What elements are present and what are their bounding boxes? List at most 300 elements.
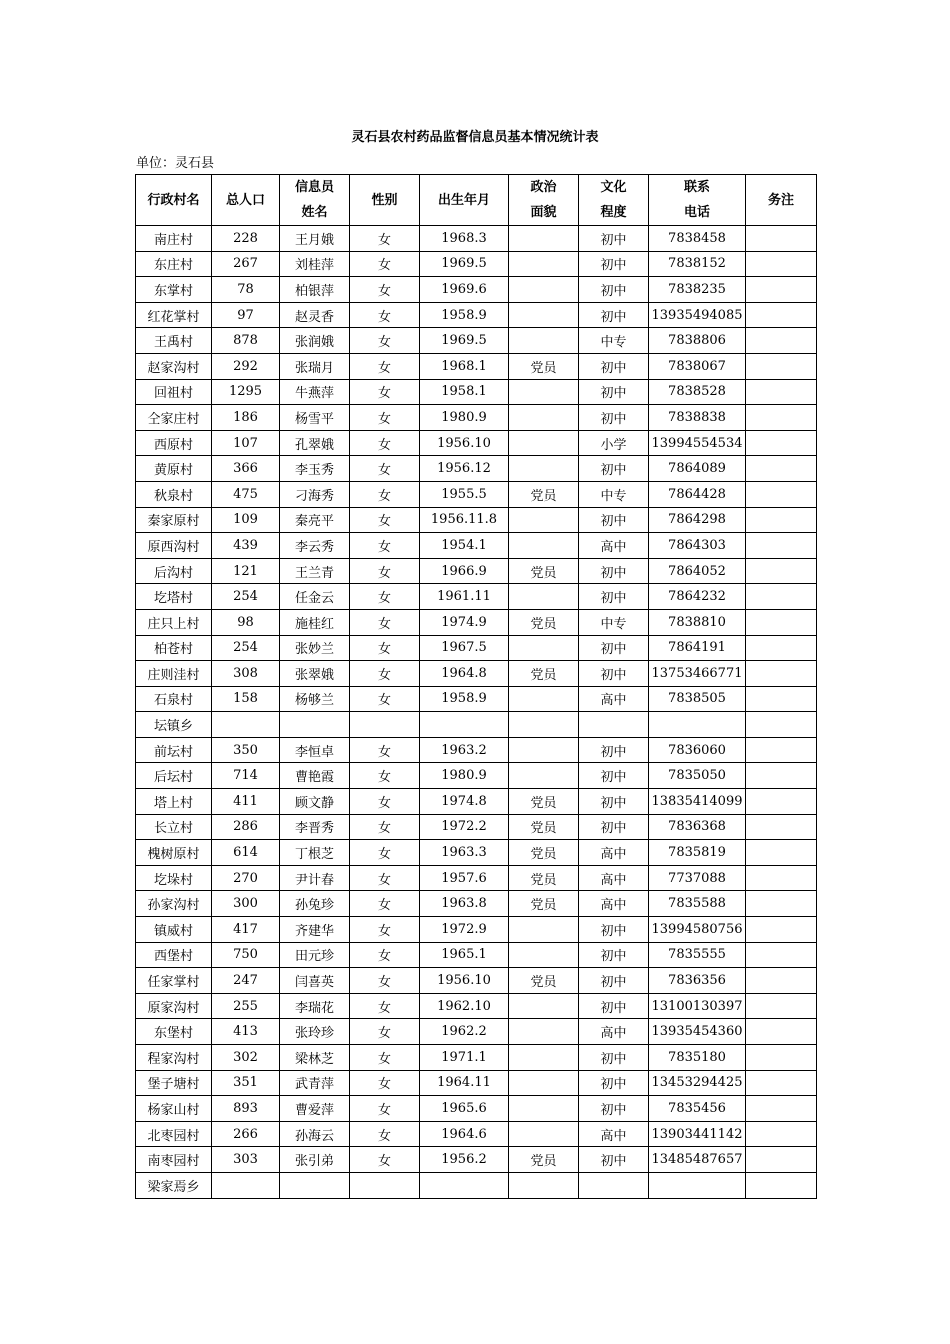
table-row xyxy=(136,968,817,994)
cell-education: 初中 xyxy=(579,635,649,661)
cell-birth: 1966.9 xyxy=(420,558,509,584)
cell-politics xyxy=(509,456,579,482)
cell-education: 中专 xyxy=(579,609,649,635)
cell-name: 孔翠娥 xyxy=(280,430,350,456)
cell-village: 圪垛村 xyxy=(136,865,212,891)
cell-phone: 13453294425 xyxy=(649,1070,746,1096)
cell-village: 北枣园村 xyxy=(136,1121,212,1147)
cell-birth: 1972.9 xyxy=(420,917,509,943)
table-row xyxy=(136,251,817,277)
cell-village: 前坛村 xyxy=(136,737,212,763)
cell-remarks xyxy=(746,353,817,379)
section-label: 梁家焉乡 xyxy=(136,1172,212,1198)
cell-education: 初中 xyxy=(579,353,649,379)
cell-remarks xyxy=(746,789,817,815)
cell-birth: 1955.5 xyxy=(420,481,509,507)
unit-label: 单位：灵石县 xyxy=(136,156,215,171)
cell-remarks xyxy=(746,917,817,943)
cell-phone: 13753466771 xyxy=(649,661,746,687)
cell-name: 李恒卓 xyxy=(280,737,350,763)
cell-name: 田元珍 xyxy=(280,942,350,968)
cell-politics xyxy=(509,379,579,405)
cell-name: 刘桂萍 xyxy=(280,251,350,277)
empty-cell xyxy=(746,712,817,738)
cell-education: 初中 xyxy=(579,379,649,405)
header-politics: 政治 面貌 xyxy=(509,175,579,226)
cell-village: 秦家原村 xyxy=(136,507,212,533)
cell-politics xyxy=(509,993,579,1019)
cell-population: 254 xyxy=(212,635,280,661)
cell-politics xyxy=(509,226,579,252)
table-row xyxy=(136,430,817,456)
cell-remarks xyxy=(746,430,817,456)
cell-name: 秦亮平 xyxy=(280,507,350,533)
cell-gender: 女 xyxy=(350,1147,420,1173)
table-row xyxy=(136,405,817,431)
cell-politics xyxy=(509,251,579,277)
cell-gender: 女 xyxy=(350,968,420,994)
cell-birth: 1965.6 xyxy=(420,1096,509,1122)
table-row xyxy=(136,584,817,610)
table-row xyxy=(136,865,817,891)
cell-remarks xyxy=(746,481,817,507)
cell-phone: 7835180 xyxy=(649,1045,746,1071)
cell-education: 初中 xyxy=(579,942,649,968)
cell-gender: 女 xyxy=(350,686,420,712)
cell-population: 286 xyxy=(212,814,280,840)
cell-birth: 1957.6 xyxy=(420,865,509,891)
cell-village: 石泉村 xyxy=(136,686,212,712)
cell-phone: 7737088 xyxy=(649,865,746,891)
cell-gender: 女 xyxy=(350,917,420,943)
cell-population: 351 xyxy=(212,1070,280,1096)
cell-name: 李晋秀 xyxy=(280,814,350,840)
cell-name: 李玉秀 xyxy=(280,456,350,482)
cell-village: 庄只上村 xyxy=(136,609,212,635)
cell-politics xyxy=(509,405,579,431)
cell-gender: 女 xyxy=(350,456,420,482)
cell-phone: 7838067 xyxy=(649,353,746,379)
cell-politics: 党员 xyxy=(509,558,579,584)
cell-birth: 1958.9 xyxy=(420,302,509,328)
cell-education: 初中 xyxy=(579,558,649,584)
header-phone: 联系 电话 xyxy=(649,175,746,226)
table-row xyxy=(136,353,817,379)
table-row xyxy=(136,1019,817,1045)
empty-cell xyxy=(212,1172,280,1198)
cell-village: 南枣园村 xyxy=(136,1147,212,1173)
cell-village: 程家沟村 xyxy=(136,1045,212,1071)
cell-village: 东堡村 xyxy=(136,1019,212,1045)
section-row xyxy=(136,1172,817,1198)
empty-cell xyxy=(350,712,420,738)
header-population: 总人口 xyxy=(212,175,280,226)
empty-cell xyxy=(579,712,649,738)
cell-education: 高中 xyxy=(579,1121,649,1147)
cell-remarks xyxy=(746,226,817,252)
cell-remarks xyxy=(746,1019,817,1045)
table-row xyxy=(136,1147,817,1173)
cell-gender: 女 xyxy=(350,635,420,661)
cell-phone: 13994554534 xyxy=(649,430,746,456)
cell-population: 109 xyxy=(212,507,280,533)
header-birth: 出生年月 xyxy=(420,175,509,226)
cell-gender: 女 xyxy=(350,584,420,610)
cell-remarks xyxy=(746,533,817,559)
cell-education: 初中 xyxy=(579,1045,649,1071)
cell-birth: 1980.9 xyxy=(420,405,509,431)
cell-education: 初中 xyxy=(579,456,649,482)
cell-birth: 1969.6 xyxy=(420,277,509,303)
cell-gender: 女 xyxy=(350,865,420,891)
cell-birth: 1958.9 xyxy=(420,686,509,712)
cell-education: 初中 xyxy=(579,405,649,431)
cell-name: 梁林芝 xyxy=(280,1045,350,1071)
cell-education: 初中 xyxy=(579,737,649,763)
cell-village: 堡子塘村 xyxy=(136,1070,212,1096)
cell-name: 李瑞花 xyxy=(280,993,350,1019)
cell-phone: 7838838 xyxy=(649,405,746,431)
cell-education: 初中 xyxy=(579,584,649,610)
cell-population: 614 xyxy=(212,840,280,866)
cell-population: 300 xyxy=(212,891,280,917)
cell-education: 初中 xyxy=(579,1070,649,1096)
cell-population: 267 xyxy=(212,251,280,277)
table-row xyxy=(136,840,817,866)
cell-education: 高中 xyxy=(579,686,649,712)
cell-name: 孙海云 xyxy=(280,1121,350,1147)
cell-remarks xyxy=(746,635,817,661)
cell-village: 任家掌村 xyxy=(136,968,212,994)
empty-cell xyxy=(280,712,350,738)
cell-birth: 1980.9 xyxy=(420,763,509,789)
cell-gender: 女 xyxy=(350,942,420,968)
cell-politics xyxy=(509,1045,579,1071)
cell-birth: 1961.11 xyxy=(420,584,509,610)
cell-birth: 1974.8 xyxy=(420,789,509,815)
cell-education: 初中 xyxy=(579,968,649,994)
cell-population: 247 xyxy=(212,968,280,994)
cell-village: 杨家山村 xyxy=(136,1096,212,1122)
cell-population: 98 xyxy=(212,609,280,635)
cell-gender: 女 xyxy=(350,1096,420,1122)
cell-gender: 女 xyxy=(350,353,420,379)
cell-birth: 1956.10 xyxy=(420,430,509,456)
cell-gender: 女 xyxy=(350,1045,420,1071)
cell-population: 228 xyxy=(212,226,280,252)
cell-phone: 7835819 xyxy=(649,840,746,866)
cell-name: 王月娥 xyxy=(280,226,350,252)
header-village: 行政村名 xyxy=(136,175,212,226)
cell-village: 仝家庄村 xyxy=(136,405,212,431)
empty-cell xyxy=(649,1172,746,1198)
cell-name: 刁海秀 xyxy=(280,481,350,507)
table-row xyxy=(136,789,817,815)
cell-politics xyxy=(509,430,579,456)
cell-birth: 1962.2 xyxy=(420,1019,509,1045)
cell-name: 王兰青 xyxy=(280,558,350,584)
table-row xyxy=(136,277,817,303)
cell-remarks xyxy=(746,1147,817,1173)
cell-gender: 女 xyxy=(350,1019,420,1045)
cell-phone: 13994580756 xyxy=(649,917,746,943)
cell-village: 后坛村 xyxy=(136,763,212,789)
cell-gender: 女 xyxy=(350,1121,420,1147)
table-row xyxy=(136,661,817,687)
cell-politics: 党员 xyxy=(509,814,579,840)
cell-remarks xyxy=(746,302,817,328)
cell-population: 893 xyxy=(212,1096,280,1122)
cell-name: 张翠娥 xyxy=(280,661,350,687)
cell-phone: 7838458 xyxy=(649,226,746,252)
cell-population: 254 xyxy=(212,584,280,610)
cell-phone: 7838235 xyxy=(649,277,746,303)
cell-population: 308 xyxy=(212,661,280,687)
table-row xyxy=(136,1045,817,1071)
cell-politics: 党员 xyxy=(509,481,579,507)
table-row xyxy=(136,917,817,943)
cell-phone: 7864232 xyxy=(649,584,746,610)
cell-birth: 1972.2 xyxy=(420,814,509,840)
cell-phone: 7864052 xyxy=(649,558,746,584)
empty-cell xyxy=(649,712,746,738)
cell-remarks xyxy=(746,379,817,405)
table-row xyxy=(136,558,817,584)
cell-birth: 1969.5 xyxy=(420,251,509,277)
cell-phone: 7835050 xyxy=(649,763,746,789)
cell-name: 闫喜英 xyxy=(280,968,350,994)
cell-politics xyxy=(509,584,579,610)
cell-gender: 女 xyxy=(350,226,420,252)
cell-name: 张妙兰 xyxy=(280,635,350,661)
cell-politics xyxy=(509,1019,579,1045)
cell-phone: 13903441142 xyxy=(649,1121,746,1147)
cell-birth: 1969.5 xyxy=(420,328,509,354)
cell-name: 张润娥 xyxy=(280,328,350,354)
cell-village: 赵家沟村 xyxy=(136,353,212,379)
cell-politics xyxy=(509,917,579,943)
cell-gender: 女 xyxy=(350,993,420,1019)
empty-cell xyxy=(420,712,509,738)
cell-politics xyxy=(509,942,579,968)
cell-education: 初中 xyxy=(579,763,649,789)
cell-birth: 1971.1 xyxy=(420,1045,509,1071)
cell-name: 牛燕萍 xyxy=(280,379,350,405)
cell-birth: 1956.2 xyxy=(420,1147,509,1173)
cell-remarks xyxy=(746,1070,817,1096)
cell-population: 350 xyxy=(212,737,280,763)
cell-gender: 女 xyxy=(350,737,420,763)
cell-education: 初中 xyxy=(579,507,649,533)
table-row xyxy=(136,1070,817,1096)
table-row xyxy=(136,1096,817,1122)
cell-phone: 7838528 xyxy=(649,379,746,405)
cell-remarks xyxy=(746,456,817,482)
cell-village: 南庄村 xyxy=(136,226,212,252)
cell-population: 1295 xyxy=(212,379,280,405)
cell-gender: 女 xyxy=(350,1070,420,1096)
cell-population: 417 xyxy=(212,917,280,943)
cell-remarks xyxy=(746,405,817,431)
table-row xyxy=(136,533,817,559)
cell-remarks xyxy=(746,507,817,533)
cell-politics xyxy=(509,737,579,763)
cell-name: 施桂红 xyxy=(280,609,350,635)
cell-phone: 13485487657 xyxy=(649,1147,746,1173)
cell-population: 292 xyxy=(212,353,280,379)
cell-population: 750 xyxy=(212,942,280,968)
cell-birth: 1956.11.8 xyxy=(420,507,509,533)
cell-phone: 7838505 xyxy=(649,686,746,712)
empty-cell xyxy=(420,1172,509,1198)
cell-education: 初中 xyxy=(579,226,649,252)
cell-name: 任金云 xyxy=(280,584,350,610)
cell-birth: 1968.3 xyxy=(420,226,509,252)
table-row xyxy=(136,993,817,1019)
cell-education: 初中 xyxy=(579,251,649,277)
cell-birth: 1962.10 xyxy=(420,993,509,1019)
header-education: 文化 程度 xyxy=(579,175,649,226)
table-row xyxy=(136,609,817,635)
cell-name: 齐建华 xyxy=(280,917,350,943)
cell-education: 初中 xyxy=(579,814,649,840)
cell-phone: 7864303 xyxy=(649,533,746,559)
cell-education: 初中 xyxy=(579,661,649,687)
cell-remarks xyxy=(746,277,817,303)
cell-remarks xyxy=(746,814,817,840)
cell-politics xyxy=(509,686,579,712)
cell-village: 黄原村 xyxy=(136,456,212,482)
cell-phone: 7835588 xyxy=(649,891,746,917)
cell-name: 张瑞月 xyxy=(280,353,350,379)
table-row xyxy=(136,814,817,840)
cell-name: 曹艳霞 xyxy=(280,763,350,789)
cell-village: 西原村 xyxy=(136,430,212,456)
cell-population: 878 xyxy=(212,328,280,354)
cell-population: 107 xyxy=(212,430,280,456)
cell-politics: 党员 xyxy=(509,609,579,635)
cell-remarks xyxy=(746,558,817,584)
cell-education: 初中 xyxy=(579,302,649,328)
cell-name: 张引弟 xyxy=(280,1147,350,1173)
table-header-row xyxy=(136,175,817,226)
cell-population: 366 xyxy=(212,456,280,482)
cell-phone: 7836356 xyxy=(649,968,746,994)
cell-remarks xyxy=(746,251,817,277)
cell-village: 原家沟村 xyxy=(136,993,212,1019)
cell-name: 赵灵香 xyxy=(280,302,350,328)
empty-cell xyxy=(350,1172,420,1198)
cell-politics: 党员 xyxy=(509,1147,579,1173)
cell-gender: 女 xyxy=(350,661,420,687)
document-title: 灵石县农村药品监督信息员基本情况统计表 xyxy=(351,130,599,145)
cell-birth: 1956.10 xyxy=(420,968,509,994)
table-row xyxy=(136,763,817,789)
cell-politics: 党员 xyxy=(509,789,579,815)
cell-politics xyxy=(509,277,579,303)
cell-gender: 女 xyxy=(350,328,420,354)
section-row xyxy=(136,712,817,738)
cell-name: 李云秀 xyxy=(280,533,350,559)
cell-population: 270 xyxy=(212,865,280,891)
cell-birth: 1974.9 xyxy=(420,609,509,635)
cell-birth: 1956.12 xyxy=(420,456,509,482)
cell-population: 714 xyxy=(212,763,280,789)
table-row xyxy=(136,481,817,507)
cell-politics: 党员 xyxy=(509,968,579,994)
cell-politics: 党员 xyxy=(509,865,579,891)
cell-remarks xyxy=(746,1121,817,1147)
cell-birth: 1963.8 xyxy=(420,891,509,917)
cell-population: 475 xyxy=(212,481,280,507)
cell-education: 高中 xyxy=(579,533,649,559)
cell-remarks xyxy=(746,686,817,712)
cell-village: 长立村 xyxy=(136,814,212,840)
cell-gender: 女 xyxy=(350,840,420,866)
cell-birth: 1958.1 xyxy=(420,379,509,405)
cell-birth: 1967.5 xyxy=(420,635,509,661)
cell-birth: 1965.1 xyxy=(420,942,509,968)
table-row xyxy=(136,507,817,533)
cell-birth: 1964.11 xyxy=(420,1070,509,1096)
cell-population: 255 xyxy=(212,993,280,1019)
table-row xyxy=(136,635,817,661)
table-row xyxy=(136,737,817,763)
header-name: 信息员 姓名 xyxy=(280,175,350,226)
cell-education: 初中 xyxy=(579,917,649,943)
cell-gender: 女 xyxy=(350,533,420,559)
cell-gender: 女 xyxy=(350,379,420,405)
cell-gender: 女 xyxy=(350,430,420,456)
cell-remarks xyxy=(746,328,817,354)
table-row xyxy=(136,226,817,252)
cell-politics: 党员 xyxy=(509,840,579,866)
header-remarks: 务注 xyxy=(746,175,817,226)
cell-gender: 女 xyxy=(350,789,420,815)
cell-population: 186 xyxy=(212,405,280,431)
cell-village: 后沟村 xyxy=(136,558,212,584)
cell-village: 孙家沟村 xyxy=(136,891,212,917)
cell-phone: 13100130397 xyxy=(649,993,746,1019)
cell-name: 尹计春 xyxy=(280,865,350,891)
cell-phone: 13935454360 xyxy=(649,1019,746,1045)
cell-remarks xyxy=(746,865,817,891)
cell-politics: 党员 xyxy=(509,353,579,379)
cell-gender: 女 xyxy=(350,251,420,277)
cell-gender: 女 xyxy=(350,891,420,917)
cell-phone: 7835555 xyxy=(649,942,746,968)
cell-birth: 1963.2 xyxy=(420,737,509,763)
cell-gender: 女 xyxy=(350,763,420,789)
cell-name: 丁根芝 xyxy=(280,840,350,866)
empty-cell xyxy=(212,712,280,738)
empty-cell xyxy=(280,1172,350,1198)
cell-village: 原西沟村 xyxy=(136,533,212,559)
cell-name: 杨雪平 xyxy=(280,405,350,431)
cell-phone: 7836060 xyxy=(649,737,746,763)
cell-politics xyxy=(509,1121,579,1147)
cell-population: 158 xyxy=(212,686,280,712)
cell-education: 高中 xyxy=(579,891,649,917)
cell-name: 武青萍 xyxy=(280,1070,350,1096)
cell-village: 镇威村 xyxy=(136,917,212,943)
cell-village: 王禹村 xyxy=(136,328,212,354)
cell-education: 初中 xyxy=(579,1096,649,1122)
empty-cell xyxy=(509,712,579,738)
section-label: 坛镇乡 xyxy=(136,712,212,738)
cell-village: 秋泉村 xyxy=(136,481,212,507)
cell-population: 121 xyxy=(212,558,280,584)
